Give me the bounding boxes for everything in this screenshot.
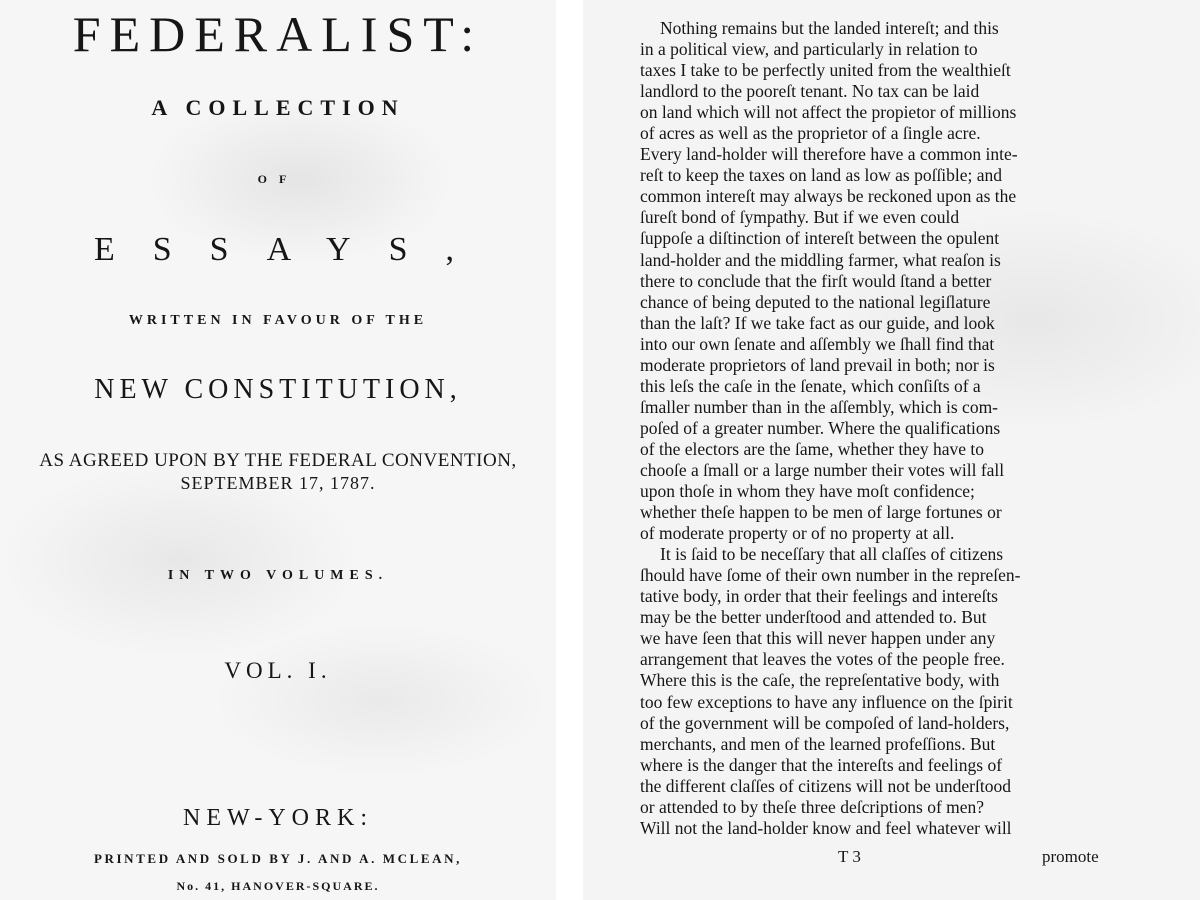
volume-number: VOL. I. [224,658,332,683]
essay-line: Every land-holder will therefore have a common inte- [640,144,1018,165]
essay-line: upon thoſe in whom they have moſt confidence; [640,481,975,502]
essay-line: chooſe a ſmall or a large number their votes will fall [640,459,1005,480]
essay-line: whether theſe happen to be men of large fortunes or [640,502,1002,523]
essay-line: ſmaller number than in the aſſembly, which is com- [640,396,999,417]
imprint-address: No. 41, HANOVER-SQUARE. [176,879,380,893]
essay-line: this leſs the caſe in the ſenate, which conſiſts of a [640,375,981,396]
essay-line: or attended to by theſe three deſcriptions of men? [640,796,985,817]
essay-line: on land which will not affect the propietor of millions [640,102,1017,123]
essay-line: we have ſeen that this will never happen under any [640,628,996,649]
essay-line: arrangement that leaves the votes of the people free. [640,649,1005,670]
essay-line: Nothing remains but the landed intereſt; and this [660,18,999,38]
title-page [0,0,556,900]
imprint-printer: PRINTED AND SOLD BY J. AND A. MCLEAN, [93,851,463,866]
essay-line: in a political view, and particularly in relation to [640,39,978,60]
essay-line: ſureſt bond of ſympathy. But if we even could [640,207,960,228]
written-in-favour: WRITTEN IN FAVOUR OF THE [128,313,428,328]
essay-line: landlord to the pooreſt tenant. No tax can be laid [640,81,980,102]
essay-line: moderate proprietors of land prevail in both; nor is [640,354,995,375]
essay-line: land-holder and the middling farmer, what reaſon is [640,249,1001,270]
signature-mark: T 3 [838,847,861,866]
essay-line: the different claſſes of citizens will not be underſtood [640,775,1011,796]
essay-line: there to conclude that the firſt would ſtand a better [640,270,992,291]
essay-line: Will not the land-holder know and feel whatever will [640,817,1012,838]
subtitle-essays: ESSAYS, [94,231,492,268]
essay-line: ſhould have ſome of their own number in the repreſen- [640,565,1021,586]
book-title: FEDERALIST: [72,6,484,62]
volumes-note: IN TWO VOLUMES. [167,568,389,583]
essay-line: chance of being deputed to the national legiſlature [640,291,991,312]
subtitle-of: OF [257,172,299,186]
essay-body [640,18,1112,839]
essay-line: of moderate property or of no property at all. [640,523,955,544]
imprint-city: NEW-YORK: [183,805,373,831]
essay-line: merchants, and men of the learned profeſſions. But [640,733,996,754]
essay-line: than the laſt? If we take fact as our guide, and look [640,312,995,333]
essay-line: tative body, in order that their feelings and intereſts [640,586,998,607]
page-gutter [556,0,583,900]
essay-line: Where this is the caſe, the repreſentative body, with [640,670,1000,691]
essay-line: poſed of a greater number. Where the qualifications [640,417,1001,438]
essay-line: reſt to keep the taxes on land as low as poſſible; and [640,165,1003,186]
essay-line: where is the danger that the intereſts and feelings of [640,754,1003,775]
essay-line: It is ſaid to be neceſſary that all claſſes of citizens [660,544,1004,565]
new-constitution: NEW CONSTITUTION, [94,374,462,405]
catchword: promote [1042,847,1099,866]
subtitle-collection: A COLLECTION [151,95,405,120]
convention-date: SEPTEMBER 17, 1787. [180,473,376,493]
essay-line: of acres as well as the proprietor of a ſingle acre. [640,123,981,144]
essay-line: may be the better underſtood and attended to. But [640,607,987,628]
essay-line: of the government will be compoſed of land-holders, [640,712,1010,733]
agreed-upon-line: AS AGREED UPON BY THE FEDERAL CONVENTION, [39,450,517,471]
essay-line: too few exceptions to have any influence on the ſpirit [640,691,1013,712]
essay-line: common intereſt may always be reckoned upon as the [640,186,1017,207]
essay-line: of the electors are the ſame, whether they have to [640,438,985,459]
essay-line: into our own ſenate and aſſembly we ſhall find that [640,333,995,354]
essay-line: taxes I take to be perfectly united from the wealthieſt [640,60,1011,81]
essay-line: ſuppoſe a diſtinction of intereſt between the opulent [640,228,1000,249]
